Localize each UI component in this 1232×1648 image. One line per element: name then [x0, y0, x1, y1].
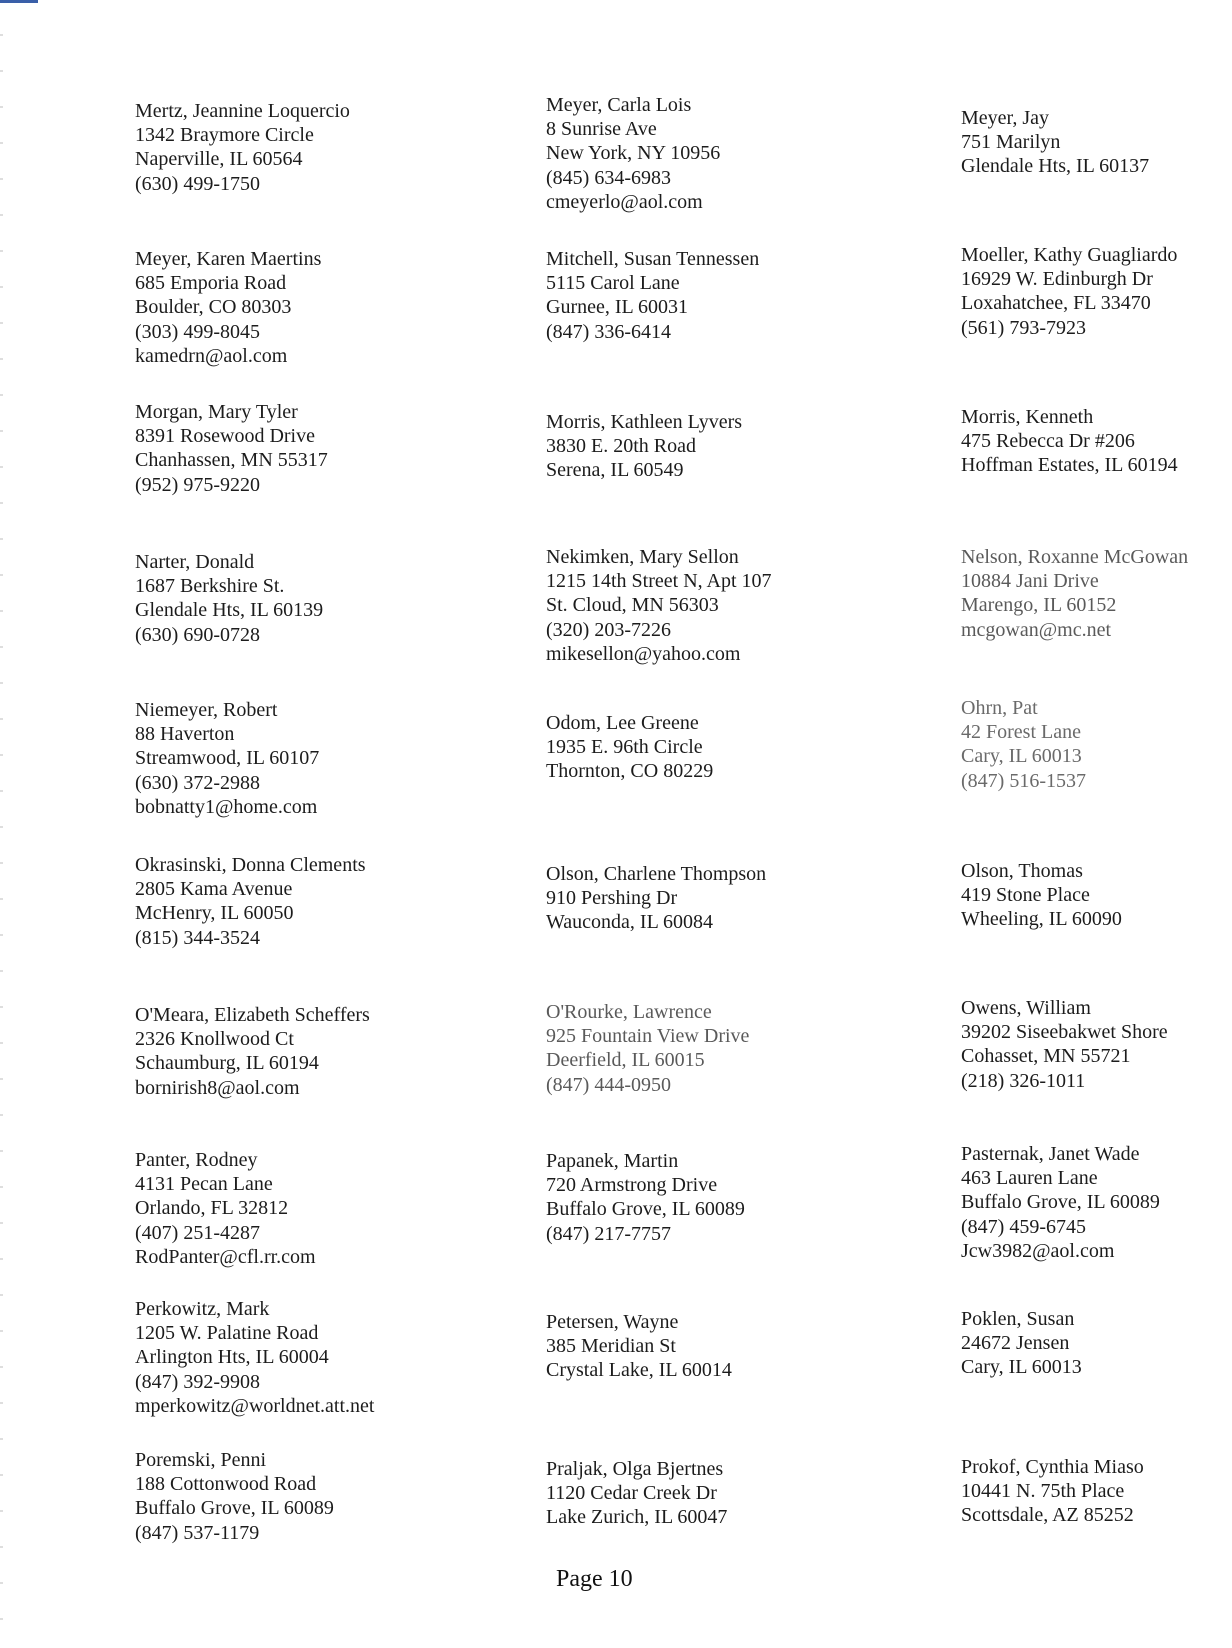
directory-entry — [546, 1310, 876, 1383]
entry-city: Hoffman Estates, IL 60194 — [961, 454, 1178, 477]
entry-address: 685 Emporia Road — [135, 272, 287, 295]
entry-phone: (630) 499-1750 — [135, 172, 260, 195]
entry-address: 1205 W. Palatine Road — [135, 1322, 319, 1345]
entry-name: Meyer, Carla Lois — [546, 94, 692, 116]
entry-phone: (630) 690-0728 — [135, 623, 260, 646]
entry-address: 1215 14th Street N, Apt 107 — [546, 570, 772, 593]
entry-phone: (952) 975-9220 — [135, 473, 260, 496]
entry-phone: (847) 516-1537 — [961, 769, 1086, 792]
directory-entry — [546, 545, 876, 666]
entry-address: 385 Meridian St — [546, 1335, 676, 1358]
entry-name: Olson, Charlene Thompson — [546, 863, 767, 885]
entry-address: 10441 N. 75th Place — [961, 1480, 1125, 1503]
entry-name: Papanek, Martin — [546, 1150, 679, 1172]
entry-phone: (847) 444-0950 — [546, 1073, 671, 1096]
entry-city: Schaumburg, IL 60194 — [135, 1052, 319, 1075]
entry-address: 8391 Rosewood Drive — [135, 425, 315, 448]
entry-city: New York, NY 10956 — [546, 142, 721, 165]
entry-address: 419 Stone Place — [961, 884, 1090, 907]
entry-phone: (847) 217-7757 — [546, 1222, 671, 1245]
directory-entry — [961, 996, 1232, 1093]
directory-entry — [961, 1142, 1232, 1263]
entry-city: Arlington Hts, IL 60004 — [135, 1346, 329, 1369]
entry-city: Streamwood, IL 60107 — [135, 747, 320, 770]
entry-city: St. Cloud, MN 56303 — [546, 594, 719, 617]
entry-address: 39202 Siseebakwet Shore — [961, 1021, 1168, 1044]
entry-name: Olson, Thomas — [961, 860, 1083, 882]
directory-entry — [961, 696, 1232, 793]
entry-name: Perkowitz, Mark — [135, 1298, 270, 1320]
entry-phone: (847) 392-9908 — [135, 1370, 260, 1393]
entry-city: Wauconda, IL 60084 — [546, 911, 714, 934]
entry-name: Owens, William — [961, 997, 1091, 1019]
entry-address: 5115 Carol Lane — [546, 272, 680, 295]
entry-city: Glendale Hts, IL 60139 — [135, 599, 324, 622]
entry-name: Morris, Kathleen Lyvers — [546, 411, 743, 433]
entry-phone: (847) 336-6414 — [546, 320, 671, 343]
directory-entry — [135, 400, 465, 497]
entry-city: Scottsdale, AZ 85252 — [961, 1504, 1134, 1527]
directory-entry — [961, 859, 1232, 932]
entry-address: 4131 Pecan Lane — [135, 1173, 273, 1196]
entry-phone: (847) 537-1179 — [135, 1521, 260, 1544]
directory-entry — [961, 545, 1232, 642]
entry-address: 1687 Berkshire St. — [135, 575, 285, 598]
entry-name: Ohrn, Pat — [961, 697, 1038, 719]
entry-city: Thornton, CO 80229 — [546, 760, 714, 783]
directory-entry — [135, 1448, 465, 1545]
entry-address: 42 Forest Lane — [961, 721, 1081, 744]
entry-phone: (218) 326-1011 — [961, 1069, 1086, 1092]
entry-name: Pasternak, Janet Wade — [961, 1143, 1140, 1165]
entry-city: Chanhassen, MN 55317 — [135, 449, 328, 472]
directory-entry — [135, 247, 465, 368]
directory-entry — [135, 1003, 465, 1100]
directory-entry — [135, 1148, 465, 1269]
directory-entry — [546, 862, 876, 935]
entry-city: McHenry, IL 60050 — [135, 902, 294, 925]
entry-city: Boulder, CO 80303 — [135, 296, 292, 319]
entry-name: Petersen, Wayne — [546, 1311, 679, 1333]
directory-entry — [546, 247, 876, 344]
entry-city: Gurnee, IL 60031 — [546, 296, 688, 319]
entry-email: mperkowitz@worldnet.att.net — [135, 1394, 375, 1417]
entry-city: Crystal Lake, IL 60014 — [546, 1359, 732, 1382]
entry-name: Poklen, Susan — [961, 1308, 1075, 1330]
entry-name: Nelson, Roxanne McGowan — [961, 546, 1189, 568]
entry-address: 925 Fountain View Drive — [546, 1025, 750, 1048]
entry-address: 2805 Kama Avenue — [135, 878, 293, 901]
entry-name: O'Meara, Elizabeth Scheffers — [135, 1004, 370, 1026]
entry-city: Cary, IL 60013 — [961, 745, 1082, 768]
entry-address: 1120 Cedar Creek Dr — [546, 1482, 717, 1505]
entry-address: 188 Cottonwood Road — [135, 1473, 317, 1496]
entry-city: Buffalo Grove, IL 60089 — [961, 1191, 1160, 1214]
entry-phone: (303) 499-8045 — [135, 320, 260, 343]
entry-name: Okrasinski, Donna Clements — [135, 854, 366, 876]
entry-email: cmeyerlo@aol.com — [546, 190, 703, 213]
entry-phone: (847) 459-6745 — [961, 1215, 1086, 1238]
entry-name: Morris, Kenneth — [961, 406, 1094, 428]
entry-name: Moeller, Kathy Guagliardo — [961, 244, 1178, 266]
entry-city: Cohasset, MN 55721 — [961, 1045, 1131, 1068]
directory-entry — [135, 550, 465, 647]
entry-address: 10884 Jani Drive — [961, 570, 1099, 593]
entry-city: Lake Zurich, IL 60047 — [546, 1506, 728, 1529]
directory-entry — [135, 1297, 465, 1418]
entry-name: Praljak, Olga Bjertnes — [546, 1458, 724, 1480]
entry-address: 463 Lauren Lane — [961, 1167, 1098, 1190]
entry-name: Meyer, Karen Maertins — [135, 248, 322, 270]
directory-entry — [135, 99, 465, 196]
entry-email: mcgowan@mc.net — [961, 618, 1112, 641]
entry-address: 88 Haverton — [135, 723, 235, 746]
page-number: Page 10 — [556, 1566, 633, 1592]
entry-email: mikesellon@yahoo.com — [546, 642, 741, 665]
directory-entry — [961, 243, 1232, 340]
entry-city: Deerfield, IL 60015 — [546, 1049, 705, 1072]
entry-name: Niemeyer, Robert — [135, 699, 278, 721]
entry-phone: (630) 372-2988 — [135, 771, 260, 794]
entry-name: Mertz, Jeannine Loquercio — [135, 100, 350, 122]
entry-name: Prokof, Cynthia Miaso — [961, 1456, 1144, 1478]
entry-name: Meyer, Jay — [961, 107, 1050, 129]
directory-entry — [546, 410, 876, 483]
entry-phone: (815) 344-3524 — [135, 926, 260, 949]
entry-name: Mitchell, Susan Tennessen — [546, 248, 760, 270]
directory-entry — [961, 106, 1232, 179]
directory-entry — [961, 1307, 1232, 1380]
entry-address: 720 Armstrong Drive — [546, 1174, 718, 1197]
entry-address: 3830 E. 20th Road — [546, 435, 696, 458]
entry-name: Morgan, Mary Tyler — [135, 401, 298, 423]
entry-email: bornirish8@aol.com — [135, 1076, 300, 1099]
entry-address: 1342 Braymore Circle — [135, 124, 314, 147]
entry-address: 475 Rebecca Dr #206 — [961, 430, 1135, 453]
entry-city: Marengo, IL 60152 — [961, 594, 1117, 617]
entry-name: Poremski, Penni — [135, 1449, 267, 1471]
directory-entry — [961, 405, 1232, 478]
entry-address: 2326 Knollwood Ct — [135, 1028, 294, 1051]
entry-name: Narter, Donald — [135, 551, 255, 573]
entry-city: Wheeling, IL 60090 — [961, 908, 1122, 931]
entry-address: 24672 Jensen — [961, 1332, 1070, 1355]
directory-entry — [546, 711, 876, 784]
entry-city: Serena, IL 60549 — [546, 459, 684, 482]
entry-address: 910 Pershing Dr — [546, 887, 678, 910]
entry-city: Naperville, IL 60564 — [135, 148, 303, 171]
directory-entry — [546, 1000, 876, 1097]
directory-entry — [135, 698, 465, 819]
directory-entry — [961, 1455, 1232, 1528]
entry-phone: (320) 203-7226 — [546, 618, 671, 641]
entry-name: Panter, Rodney — [135, 1149, 258, 1171]
directory-entry — [546, 1149, 876, 1246]
entry-phone: (845) 634-6983 — [546, 166, 671, 189]
entry-city: Buffalo Grove, IL 60089 — [546, 1198, 745, 1221]
entry-phone: (407) 251-4287 — [135, 1221, 260, 1244]
entry-city: Glendale Hts, IL 60137 — [961, 155, 1150, 178]
entry-email: RodPanter@cfl.rr.com — [135, 1245, 316, 1268]
entry-city: Orlando, FL 32812 — [135, 1197, 289, 1220]
directory-entry — [546, 1457, 876, 1530]
directory-entry — [135, 853, 465, 950]
entry-address: 751 Marilyn — [961, 131, 1061, 154]
entry-city: Loxahatchee, FL 33470 — [961, 292, 1151, 315]
entry-name: O'Rourke, Lawrence — [546, 1001, 712, 1023]
entry-email: kamedrn@aol.com — [135, 344, 288, 367]
entry-name: Nekimken, Mary Sellon — [546, 546, 739, 568]
entry-address: 1935 E. 96th Circle — [546, 736, 703, 759]
entry-city: Cary, IL 60013 — [961, 1356, 1082, 1379]
entry-address: 16929 W. Edinburgh Dr — [961, 268, 1153, 291]
entry-address: 8 Sunrise Ave — [546, 118, 657, 141]
directory-entry — [546, 93, 876, 214]
entry-email: Jcw3982@aol.com — [961, 1239, 1115, 1262]
entry-email: bobnatty1@home.com — [135, 795, 318, 818]
entry-name: Odom, Lee Greene — [546, 712, 699, 734]
entry-city: Buffalo Grove, IL 60089 — [135, 1497, 334, 1520]
entry-phone: (561) 793-7923 — [961, 316, 1086, 339]
